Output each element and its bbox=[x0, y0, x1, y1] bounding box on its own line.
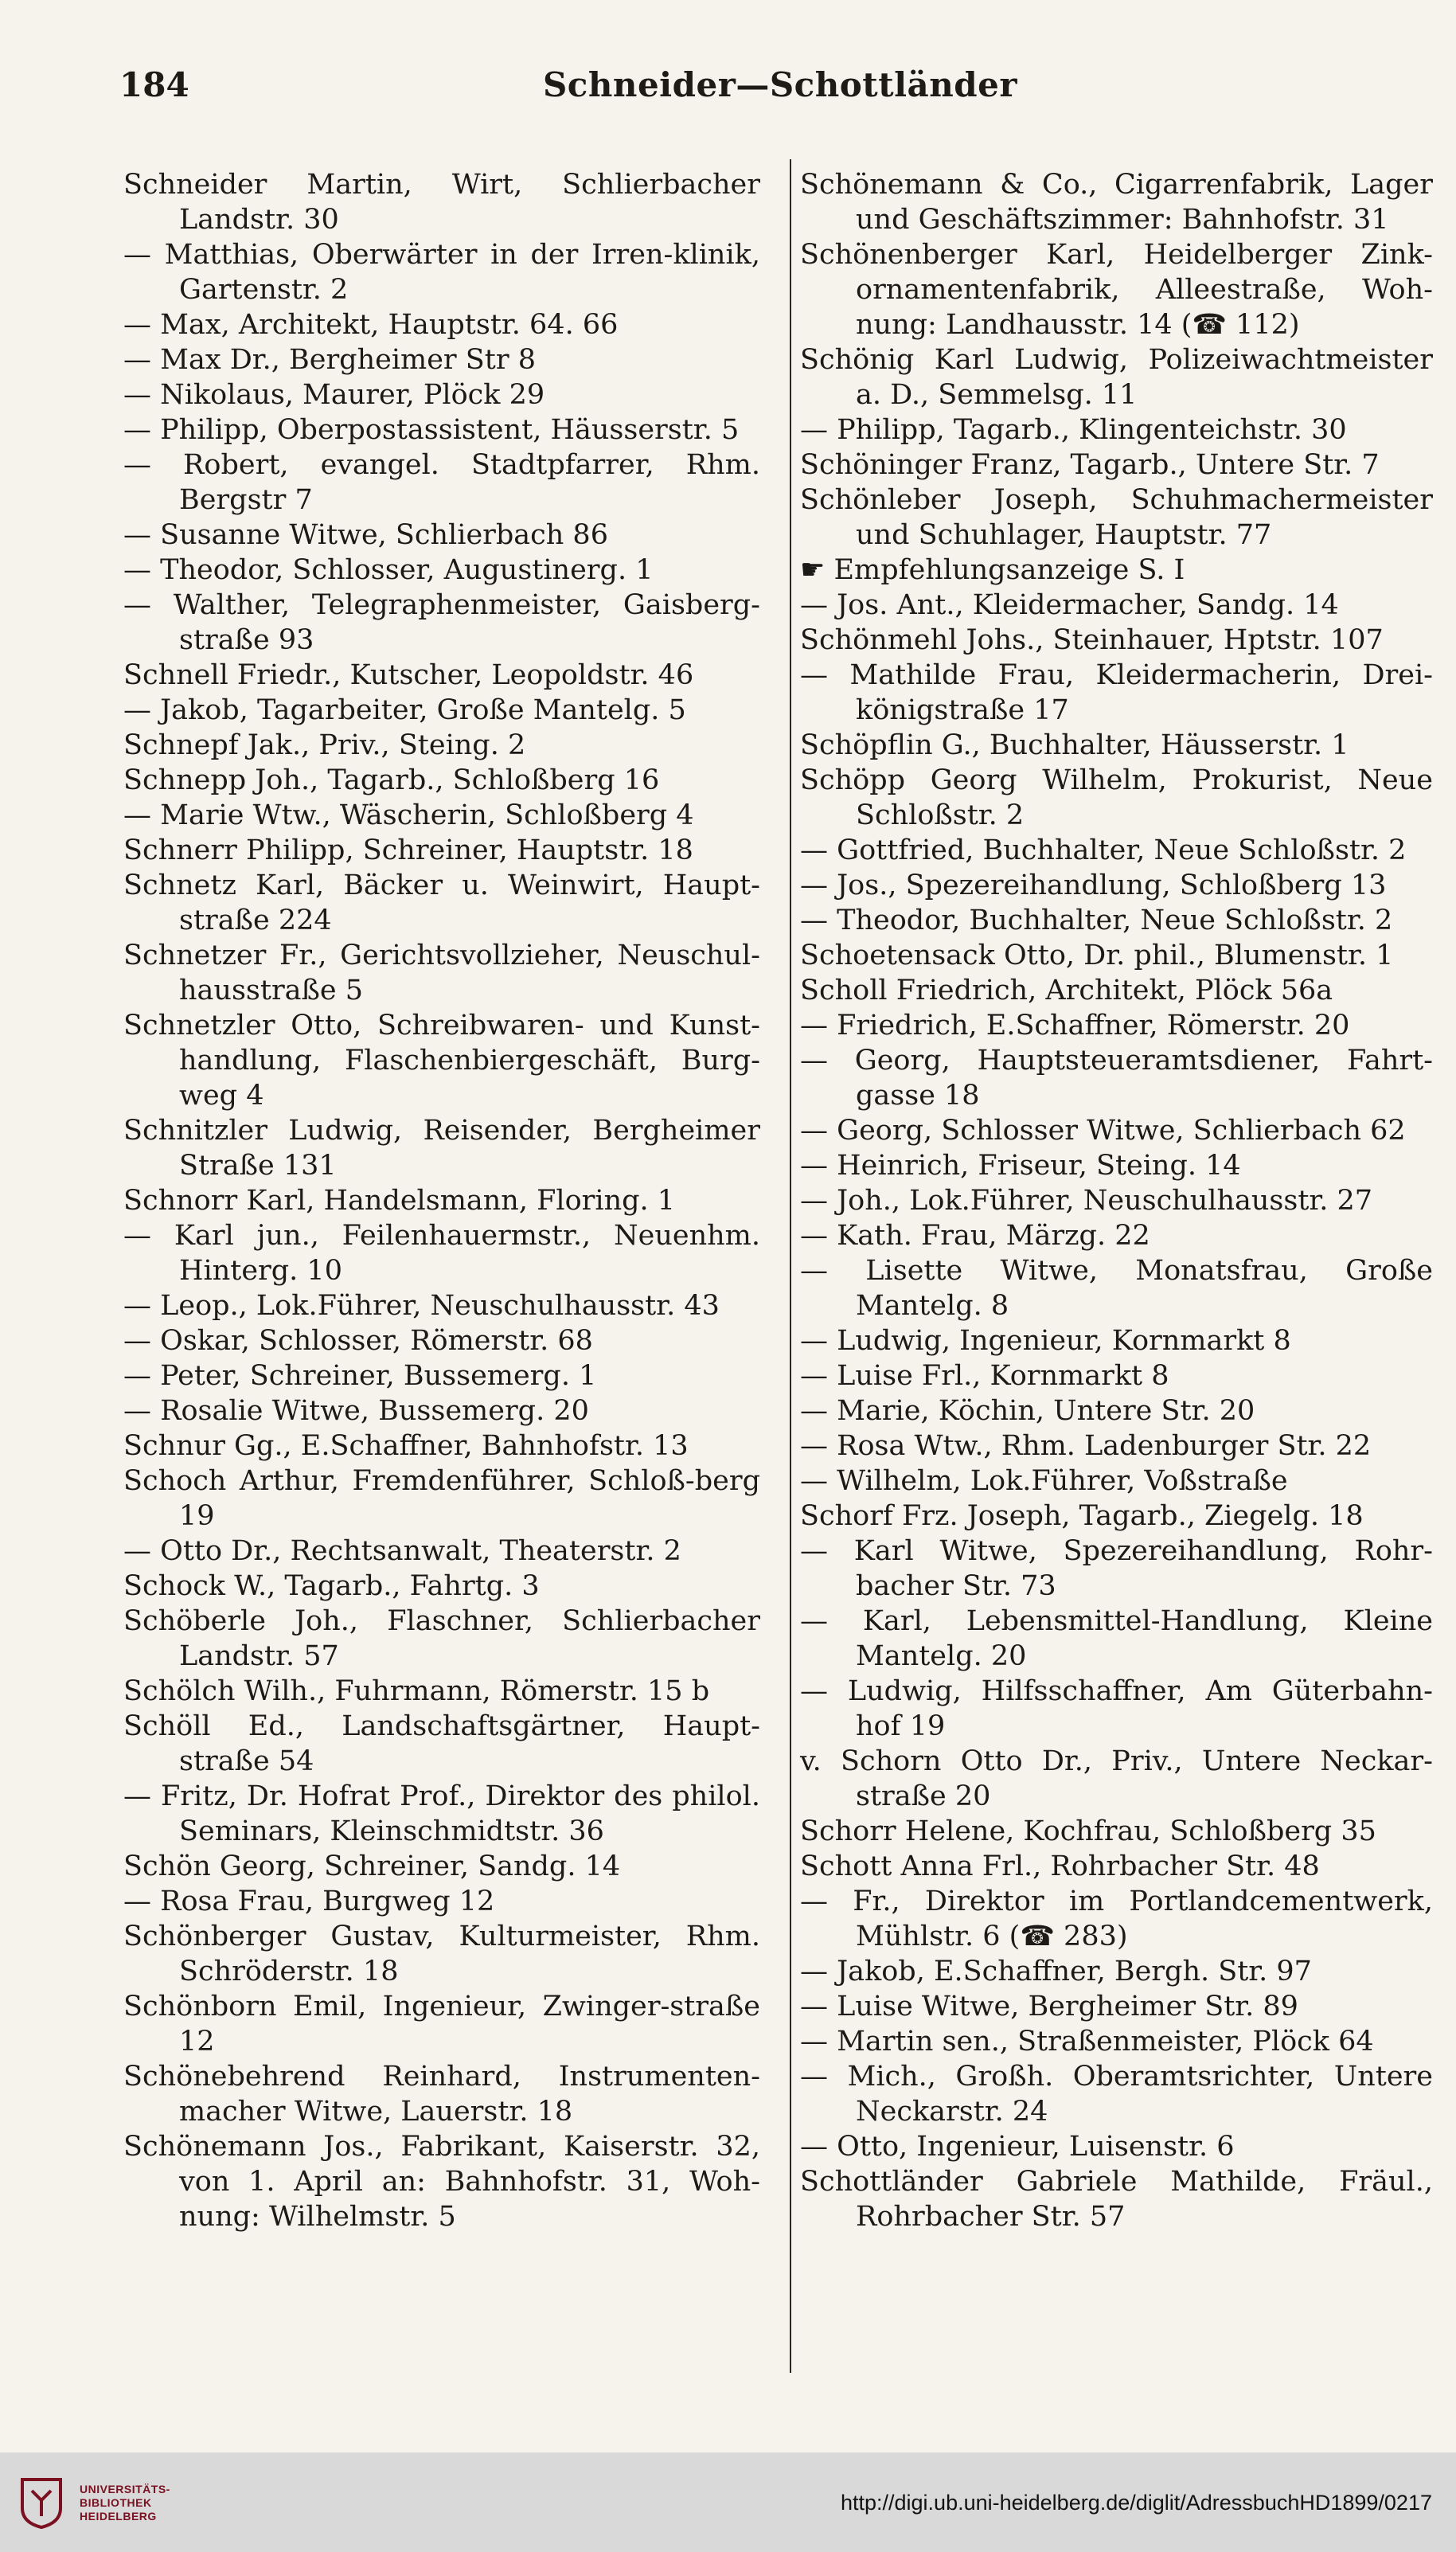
directory-entry: — Philipp, Tagarb., Klingenteichstr. 30 bbox=[800, 414, 1347, 446]
logo-line: BIBLIOTHEK bbox=[80, 2496, 152, 2509]
directory-entry: — Luise Frl., Kornmarkt 8 bbox=[800, 1360, 1169, 1392]
directory-entry: Schnerr Philipp, Schreiner, Hauptstr. 18 bbox=[123, 834, 693, 866]
directory-entry: Schölch Wilh., Fuhrmann, Römerstr. 15 b bbox=[123, 1675, 710, 1707]
directory-entry: — Jakob, E.Schaffner, Bergh. Str. 97 bbox=[800, 1956, 1312, 1987]
directory-entry: — Philipp, Oberpostassistent, Häusserstr. 5 bbox=[123, 414, 740, 446]
directory-entry: — Marie Wtw., Wäscherin, Schloßberg 4 bbox=[123, 799, 694, 831]
directory-entry: — Georg, Hauptsteueramtsdiener, Fahrt-gasse 18 bbox=[800, 1045, 1433, 1112]
directory-entry: Schönleber Joseph, Schuhmachermeister und Schuhlager, Hauptstr. 77 bbox=[800, 484, 1433, 551]
directory-entry: Schoch Arthur, Fremdenführer, Schloß-berg 19 bbox=[123, 1465, 760, 1532]
directory-entry: Schönemann Jos., Fabrikant, Kaiserstr. 32, von 1. April an: Bahnhofstr. 31, Woh-nung: Wilhelmstr. 5 bbox=[123, 2131, 760, 2233]
directory-entry: — Marie, Köchin, Untere Str. 20 bbox=[800, 1395, 1255, 1427]
directory-entry: Schnitzler Ludwig, Reisender, Bergheimer Straße 131 bbox=[123, 1115, 760, 1182]
directory-entry: Schöpflin G., Buchhalter, Häusserstr. 1 bbox=[800, 729, 1349, 761]
directory-entry: — Peter, Schreiner, Bussemerg. 1 bbox=[123, 1360, 597, 1392]
directory-entry: — Otto Dr., Rechtsanwalt, Theaterstr. 2 bbox=[123, 1535, 681, 1567]
directory-entry: — Susanne Witwe, Schlierbach 86 bbox=[123, 519, 608, 551]
column-divider bbox=[790, 159, 791, 2373]
directory-entry: Schnepf Jak., Priv., Steing. 2 bbox=[123, 729, 526, 761]
directory-entry: ☛ Empfehlungsanzeige S. I bbox=[800, 554, 1185, 586]
directory-entry: Schock W., Tagarb., Fahrtg. 3 bbox=[123, 1570, 540, 1602]
directory-entry: Schnorr Karl, Handelsmann, Floring. 1 bbox=[123, 1185, 676, 1217]
directory-entry: Schöpp Georg Wilhelm, Prokurist, Neue Schloßstr. 2 bbox=[800, 764, 1433, 831]
directory-entry: Schorr Helene, Kochfrau, Schloßberg 35 bbox=[800, 1815, 1376, 1847]
directory-entry: — Georg, Schlosser Witwe, Schlierbach 62 bbox=[800, 1115, 1406, 1147]
right-column bbox=[800, 167, 1433, 2234]
directory-entry: Schnetzler Otto, Schreibwaren- und Kunst-handlung, Flaschenbiergeschäft, Burg-weg 4 bbox=[123, 1010, 760, 1112]
page-number: 184 bbox=[119, 65, 189, 104]
directory-entry: — Karl Witwe, Spezereihandlung, Rohr-bacher Str. 73 bbox=[800, 1535, 1433, 1602]
directory-entry: — Oskar, Schlosser, Römerstr. 68 bbox=[123, 1325, 593, 1357]
directory-entry: — Otto, Ingenieur, Luisenstr. 6 bbox=[800, 2131, 1235, 2163]
directory-entry: — Ludwig, Hilfsschaffner, Am Güterbahn-hof 19 bbox=[800, 1675, 1433, 1742]
directory-entry: Schönenberger Karl, Heidelberger Zink-ornamentenfabrik, Alleestraße, Woh-nung: Landhausstr. 14 (☎ 112) bbox=[800, 239, 1433, 341]
directory-entry: Schön Georg, Schreiner, Sandg. 14 bbox=[123, 1850, 621, 1882]
directory-entry: Schnetz Karl, Bäcker u. Weinwirt, Haupt-straße 224 bbox=[123, 870, 760, 936]
source-url-link[interactable]: http://digi.ub.uni-heidelberg.de/diglit/AdressbuchHD1899/0217 bbox=[840, 2491, 1432, 2515]
directory-entry: Schöll Ed., Landschaftsgärtner, Haupt-straße 54 bbox=[123, 1710, 760, 1777]
directory-entry: — Ludwig, Ingenieur, Kornmarkt 8 bbox=[800, 1325, 1291, 1357]
university-seal-icon bbox=[18, 2476, 65, 2529]
directory-entry: — Max, Architekt, Hauptstr. 64. 66 bbox=[123, 309, 619, 341]
directory-entry: — Theodor, Buchhalter, Neue Schloßstr. 2 bbox=[800, 905, 1393, 936]
directory-entry: Schönborn Emil, Ingenieur, Zwinger-straße 12 bbox=[123, 1991, 760, 2058]
directory-entry: Schott Anna Frl., Rohrbacher Str. 48 bbox=[800, 1850, 1320, 1882]
directory-entry: Schönemann & Co., Cigarrenfabrik, Lager und Geschäftszimmer: Bahnhofstr. 31 bbox=[800, 169, 1433, 236]
directory-entry: — Jakob, Tagarbeiter, Große Mantelg. 5 bbox=[123, 694, 686, 726]
directory-entry: Schorf Frz. Joseph, Tagarb., Ziegelg. 18 bbox=[800, 1500, 1364, 1532]
logo-line: HEIDELBERG bbox=[80, 2510, 157, 2523]
directory-entry: — Gottfried, Buchhalter, Neue Schloßstr. 2 bbox=[800, 834, 1407, 866]
directory-entry: — Lisette Witwe, Monatsfrau, Große Mantelg. 8 bbox=[800, 1255, 1433, 1322]
directory-entry: — Rosalie Witwe, Bussemerg. 20 bbox=[123, 1395, 589, 1427]
directory-entry: Scholl Friedrich, Architekt, Plöck 56a bbox=[800, 975, 1333, 1006]
directory-entry: — Fr., Direktor im Portlandcementwerk, Mühlstr. 6 (☎ 283) bbox=[800, 1886, 1433, 1952]
directory-entry: — Theodor, Schlosser, Augustinerg. 1 bbox=[123, 554, 654, 586]
directory-entry: — Max Dr., Bergheimer Str 8 bbox=[123, 344, 536, 376]
directory-entry: — Karl jun., Feilenhauermstr., Neuenhm. Hinterg. 10 bbox=[123, 1220, 760, 1287]
directory-entry: — Matthias, Oberwärter in der Irren-klinik, Gartenstr. 2 bbox=[123, 239, 760, 306]
directory-entry: Schoetensack Otto, Dr. phil., Blumenstr. 1 bbox=[800, 940, 1394, 971]
directory-entry: Schnur Gg., E.Schaffner, Bahnhofstr. 13 bbox=[123, 1430, 689, 1462]
directory-entry: Schnetzer Fr., Gerichtsvollzieher, Neuschul-hausstraße 5 bbox=[123, 940, 760, 1006]
directory-entry: — Kath. Frau, Märzg. 22 bbox=[800, 1220, 1150, 1252]
directory-entry: — Fritz, Dr. Hofrat Prof., Direktor des philol. Seminars, Kleinschmidtstr. 36 bbox=[123, 1780, 760, 1847]
directory-entry: — Wilhelm, Lok.Führer, Voßstraße bbox=[800, 1465, 1288, 1497]
directory-entry: — Robert, evangel. Stadtpfarrer, Rhm. Bergstr 7 bbox=[123, 449, 760, 516]
library-logo-text bbox=[80, 2483, 170, 2523]
directory-entry: — Nikolaus, Maurer, Plöck 29 bbox=[123, 379, 545, 411]
directory-entry: Schöninger Franz, Tagarb., Untere Str. 7 bbox=[800, 449, 1380, 481]
page-header bbox=[119, 65, 1441, 121]
directory-entry: Schneider Martin, Wirt, Schlierbacher Landstr. 30 bbox=[123, 169, 760, 236]
directory-entry: v. Schorn Otto Dr., Priv., Untere Neckar-straße 20 bbox=[800, 1745, 1433, 1812]
left-column bbox=[123, 167, 760, 2234]
directory-entry: — Mich., Großh. Oberamtsrichter, Untere Neckarstr. 24 bbox=[800, 2061, 1433, 2128]
directory-entry: Schönmehl Johs., Steinhauer, Hptstr. 107 bbox=[800, 624, 1384, 656]
digitization-footer bbox=[0, 2452, 1456, 2552]
directory-entry: — Leop., Lok.Führer, Neuschulhausstr. 43 bbox=[123, 1290, 720, 1322]
directory-entry: Schnell Friedr., Kutscher, Leopoldstr. 46 bbox=[123, 659, 694, 691]
directory-entry: Schönberger Gustav, Kulturmeister, Rhm. Schröderstr. 18 bbox=[123, 1921, 760, 1987]
directory-entry: Schönebehrend Reinhard, Instrumenten-macher Witwe, Lauerstr. 18 bbox=[123, 2061, 760, 2128]
directory-entry: — Heinrich, Friseur, Steing. 14 bbox=[800, 1150, 1241, 1182]
logo-line: UNIVERSITÄTS- bbox=[80, 2483, 170, 2495]
directory-entry: Schottländer Gabriele Mathilde, Fräul., Rohrbacher Str. 57 bbox=[800, 2166, 1433, 2233]
directory-entry: — Karl, Lebensmittel-Handlung, Kleine Mantelg. 20 bbox=[800, 1605, 1433, 1672]
directory-entry: — Rosa Wtw., Rhm. Ladenburger Str. 22 bbox=[800, 1430, 1372, 1462]
directory-entry: Schnepp Joh., Tagarb., Schloßberg 16 bbox=[123, 764, 660, 796]
directory-entry: — Friedrich, E.Schaffner, Römerstr. 20 bbox=[800, 1010, 1350, 1042]
directory-entry: — Jos. Ant., Kleidermacher, Sandg. 14 bbox=[800, 589, 1339, 621]
directory-entry: — Walther, Telegraphenmeister, Gaisberg-straße 93 bbox=[123, 589, 760, 656]
running-title: Schneider—Schottländer bbox=[542, 65, 1018, 104]
directory-entry: — Mathilde Frau, Kleidermacherin, Drei-königstraße 17 bbox=[800, 659, 1433, 726]
directory-entry: — Rosa Frau, Burgweg 12 bbox=[123, 1886, 495, 1917]
directory-entry: — Martin sen., Straßenmeister, Plöck 64 bbox=[800, 2026, 1374, 2058]
directory-entry: — Joh., Lok.Führer, Neuschulhausstr. 27 bbox=[800, 1185, 1373, 1217]
directory-entry: Schönig Karl Ludwig, Polizeiwachtmeister a. D., Semmelsg. 11 bbox=[800, 344, 1433, 411]
directory-entry: — Luise Witwe, Bergheimer Str. 89 bbox=[800, 1991, 1298, 2022]
directory-entry: Schöberle Joh., Flaschner, Schlierbacher Landstr. 57 bbox=[123, 1605, 760, 1672]
directory-entry: — Jos., Spezereihandlung, Schloßberg 13 bbox=[800, 870, 1387, 901]
